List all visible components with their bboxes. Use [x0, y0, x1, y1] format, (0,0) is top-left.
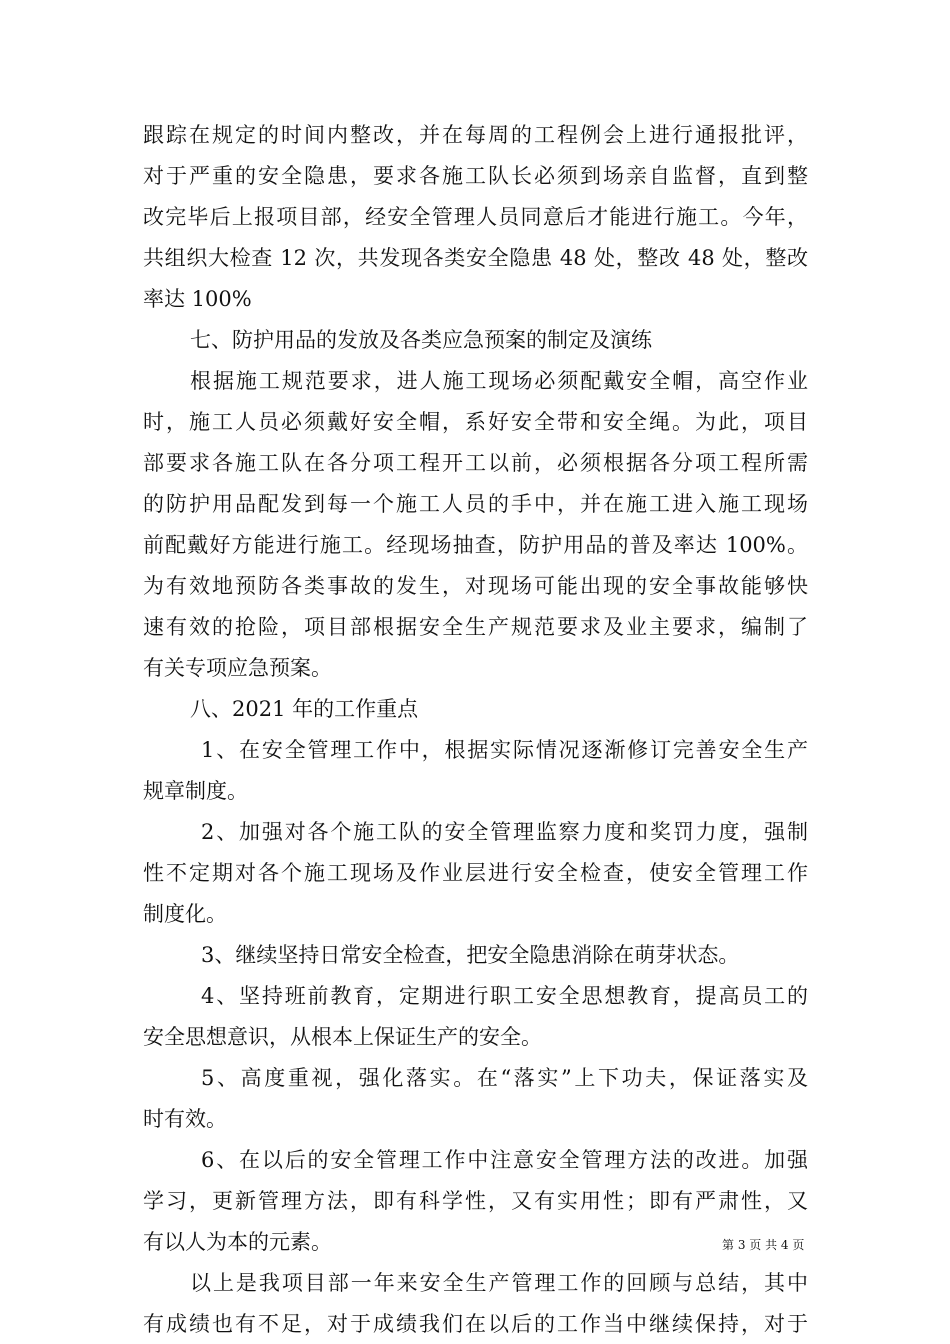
text-line: 以上是我项目部一年来安全生产管理工作的回顾与总结，其中 [190, 1271, 808, 1295]
section-heading: 七、防护用品的发放及各类应急预案的制定及演练 [190, 328, 652, 352]
text-line: 共组织大检查 12 次，共发现各类安全隐患 48 处，整改 48 处，整改 [143, 246, 808, 270]
text-line: 有成绩也有不足，对于成绩我们在以后的工作当中继续保持，对于 [143, 1312, 808, 1336]
text-line: 有以人为本的元素。 [143, 1230, 332, 1254]
text-line: 根据施工规范要求，进人施工现场必须配戴安全帽，高空作业 [190, 369, 808, 393]
text-line: 部要求各施工队在各分项工程开工以前，必须根据各分项工程所需 [143, 451, 808, 475]
text-line: 的防护用品配发到每一个施工人员的手中，并在施工进入施工现场 [143, 492, 808, 516]
list-item: 3、继续坚持日常安全检查，把安全隐患消除在萌芽状态。 [201, 943, 740, 967]
text-line: 安全思想意识，从根本上保证生产的安全。 [143, 1025, 542, 1049]
text-line: 速有效的抢险，项目部根据安全生产规范要求及业主要求，编制了 [143, 615, 808, 639]
page-number: 第 3 页 共 4 页 [722, 1238, 805, 1252]
text-line: 为有效地预防各类事故的发生，对现场可能出现的安全事故能够快 [143, 574, 808, 598]
text-line: 有关专项应急预案。 [143, 656, 332, 680]
list-item: 2、加强对各个施工队的安全管理监察力度和奖罚力度，强制 [201, 820, 808, 844]
list-item: 1、在安全管理工作中，根据实际情况逐渐修订完善安全生产 [201, 738, 808, 762]
text-line: 跟踪在规定的时间内整改，并在每周的工程例会上进行通报批评， [143, 123, 808, 147]
list-item: 4、坚持班前教育，定期进行职工安全思想教育，提高员工的 [201, 984, 808, 1008]
text-line: 性不定期对各个施工现场及作业层进行安全检查，使安全管理工作 [143, 861, 808, 885]
text-line: 时，施工人员必须戴好安全帽，系好安全带和安全绳。为此，项目 [143, 410, 808, 434]
section-heading: 八、2021 年的工作重点 [190, 697, 419, 721]
text-line: 时有效。 [143, 1107, 227, 1131]
text-line: 对于严重的安全隐患，要求各施工队长必须到场亲自监督，直到整 [143, 164, 808, 188]
text-line: 前配戴好方能进行施工。经现场抽查，防护用品的普及率达 100%。 [143, 533, 808, 557]
text-line: 规章制度。 [143, 779, 248, 803]
text-line: 学习，更新管理方法，即有科学性，又有实用性；即有严肃性，又 [143, 1189, 808, 1213]
text-line: 改完毕后上报项目部，经安全管理人员同意后才能进行施工。今年， [143, 205, 808, 229]
text-line: 制度化。 [143, 902, 227, 926]
text-line: 率达 100% [143, 287, 252, 311]
list-item: 6、在以后的安全管理工作中注意安全管理方法的改进。加强 [201, 1148, 808, 1172]
list-item: 5、高度重视，强化落实。在“落实”上下功夫，保证落实及 [201, 1066, 808, 1090]
